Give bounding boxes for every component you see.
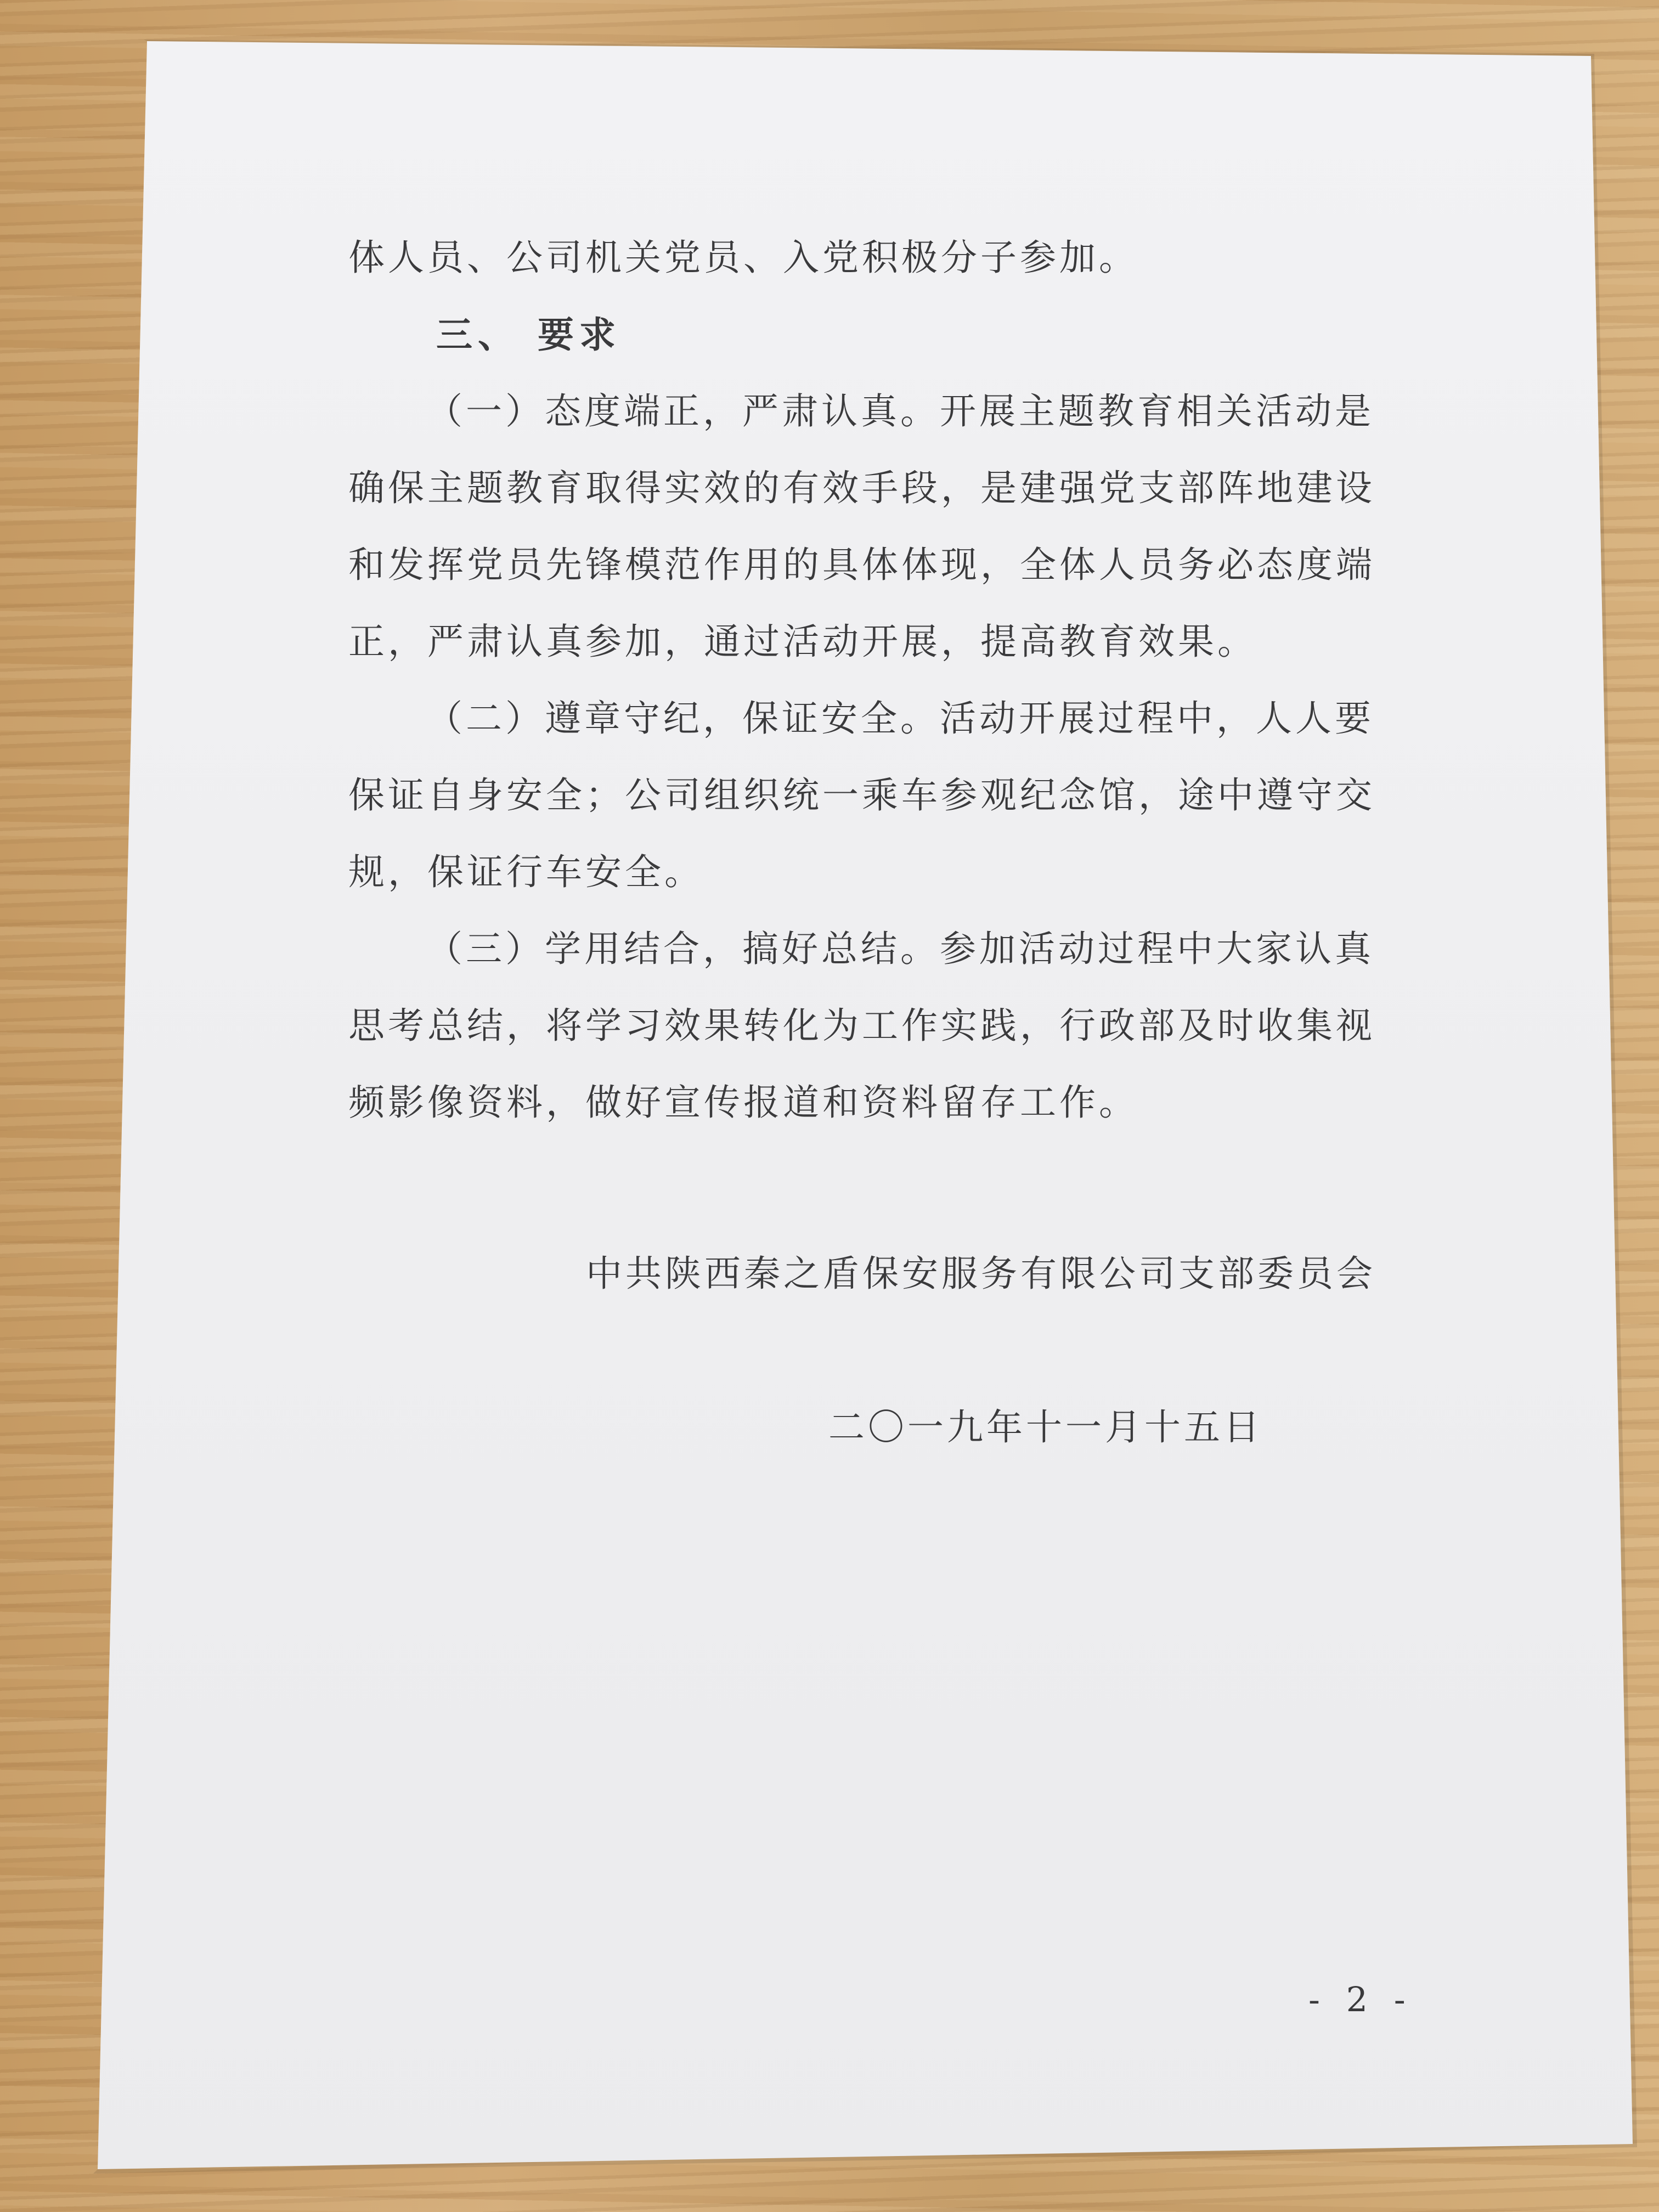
page-number: - 2 - — [1308, 1979, 1413, 2019]
body-line: 规，保证行车安全。 — [348, 851, 704, 893]
signature-organization: 中共陕西秦之盾保安服务有限公司支部委员会 — [586, 1252, 1376, 1295]
document-body — [348, 219, 1380, 1141]
signature-date: 二〇一九年十一月十五日 — [828, 1406, 1263, 1448]
body-line: 和发挥党员先锋模范作用的具体体现，全体人员务必态度端 — [348, 544, 1375, 586]
body-line: 思考总结，将学习效果转化为工作实践，行政部及时收集视 — [348, 1005, 1375, 1047]
body-line: 保证自身安全；公司组织统一乘车参观纪念馆，途中遵守交 — [348, 774, 1375, 816]
body-line: （三）学用结合，搞好总结。参加活动过程中大家认真 — [426, 928, 1374, 970]
body-line: （一）态度端正，严肃认真。开展主题教育相关活动是 — [426, 390, 1374, 432]
body-line: 正，严肃认真参加，通过活动开展，提高教育效果。 — [348, 620, 1257, 663]
body-line: （二）遵章守纪，保证安全。活动开展过程中，人人要 — [426, 697, 1374, 740]
section-heading: 三、 要求 — [436, 313, 621, 356]
body-line: 体人员、公司机关党员、入党积极分子参加。 — [348, 236, 1138, 279]
body-line: 频影像资料，做好宣传报道和资料留存工作。 — [348, 1081, 1138, 1124]
body-line: 确保主题教育取得实效的有效手段，是建强党支部阵地建设 — [348, 467, 1375, 509]
